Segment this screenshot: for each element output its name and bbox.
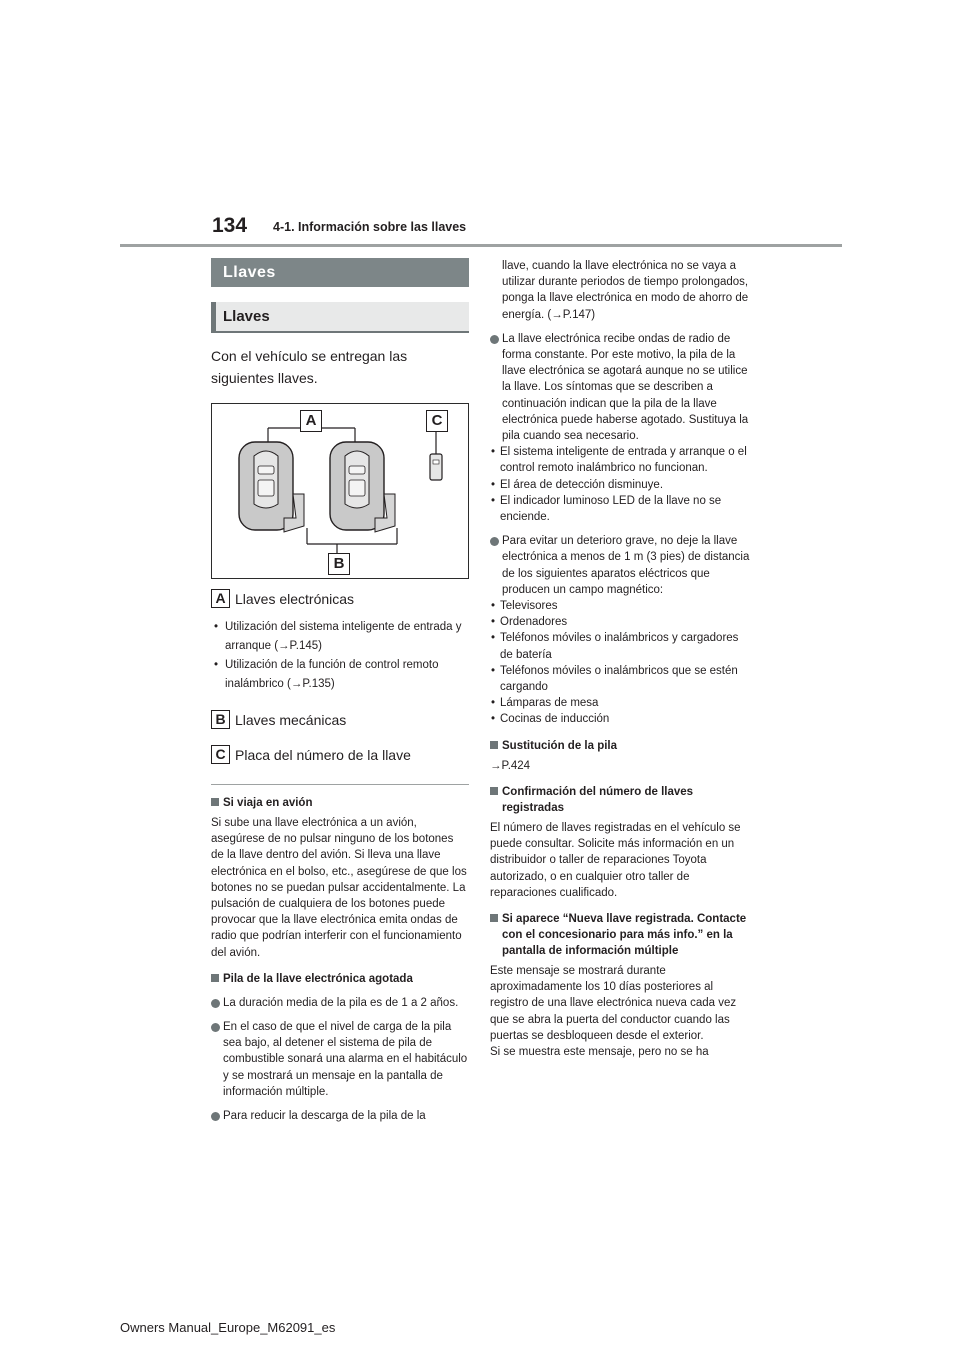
battery-point-3-continued: llave, cuando la llave electrónica no se vaya a utilizar durante periodos de tiempo prolongados, ponga la llave electrónica en modo de ahorro de energía. (→P.147) — [502, 260, 749, 321]
plane-text: Si sube una llave electrónica a un avión, asegúrese de no pulsar ninguno de los botones de la llave dentro del avión. Si lleva una llave electrónica en el bolso, etc., asegúrese de que los botones no se puedan pulsar accidentalmente. La pulsación de cualquiera de los botones puede provocar que la llave electrónica emita ondas de radio que podrían interferir con el funcionamiento del avión. — [211, 817, 467, 959]
legend-c-label: Placa del número de la llave — [235, 746, 411, 763]
radio-sub-1: • El sistema inteligente de entrada y arranque o el control remoto inalámbrico no funcionan. — [490, 444, 752, 476]
legend-a-label: Llaves electrónicas — [235, 590, 355, 607]
figure-label-a: A — [300, 410, 322, 432]
legend-a — [211, 589, 469, 608]
legend-b — [211, 710, 469, 729]
damage-sub-1: • Televisores — [490, 598, 752, 614]
subsection-title: Llaves — [211, 302, 469, 333]
left-column — [211, 258, 469, 1124]
battery-heading: Pila de la llave electrónica agotada — [211, 971, 469, 987]
legend-a-bullet-2: • Utilización de la función de control remoto inalámbrico (→P.135) — [211, 656, 469, 694]
message-text: Este mensaje se mostrará durante aproximadamente los 10 días posteriores al registro de una llave electrónica nueva cada vez que se abra la puerta del conductor cuando las puertas se desbloqueen desde el exterior. — [490, 964, 737, 1042]
legend-a-letter: A — [211, 589, 230, 608]
header-rule — [120, 244, 842, 247]
damage-sub-5: • Lámparas de mesa — [490, 695, 752, 711]
damage-sub-4: • Teléfonos móviles o inalámbricos que se estén cargando — [490, 663, 752, 695]
message-text-2: Si se muestra este mensaje, pero no se ha — [490, 1045, 709, 1058]
legend-b-letter: B — [211, 710, 230, 729]
radio-sub-3: • El indicador luminoso LED de la llave no se enciende. — [490, 493, 752, 525]
footer-text: Owners Manual_Europe_M62091_es — [120, 1320, 336, 1335]
section-title: Llaves — [211, 258, 469, 287]
replace-reference: →P.424 — [490, 759, 531, 772]
legend-a-bullet-1: • Utilización del sistema inteligente de entrada y arranque (→P.145) — [211, 618, 469, 656]
battery-point-1: La duración media de la pila es de 1 a 2 años. — [211, 995, 469, 1011]
keys-figure — [211, 403, 469, 579]
confirm-heading: Confirmación del número de llaves registradas — [490, 784, 752, 816]
right-column — [490, 258, 752, 1060]
radio-sub-2: • El área de detección disminuye. — [490, 477, 752, 493]
message-heading: Si aparece “Nueva llave registrada. Contacte con el concesionario para más info.” en la pantalla de información múltiple — [490, 911, 752, 959]
figure-label-b: B — [328, 553, 350, 575]
battery-point-2: En el caso de que el nivel de carga de la pila sea bajo, al detener el sistema de pila de combustible sonará una alarma en el habitáculo y se mostrará un mensaje en la pantalla de información múltiple. — [211, 1019, 469, 1100]
damage-point: Para evitar un deterioro grave, no deje la llave electrónica a menos de 1 m (3 pies) de distancia de los siguientes aparatos eléctricos que producen un campo magnético: — [490, 533, 752, 598]
legend-c-letter: C — [211, 745, 230, 764]
confirm-text: El número de llaves registradas en el vehículo se puede consultar. Solicite más información en un distribuidor o taller de reparaciones Toyota autorizado, o en cualquier otro taller de reparaciones cualificado. — [490, 821, 741, 899]
replace-heading: Sustitución de la pila — [490, 738, 752, 754]
intro-text: Con el vehículo se entregan las siguientes llaves. — [211, 348, 408, 386]
damage-sub-6: • Cocinas de inducción — [490, 711, 752, 727]
figure-label-c: C — [426, 410, 448, 432]
battery-point-3: Para reducir la descarga de la pila de la — [211, 1108, 469, 1124]
page-number: 134 — [212, 214, 248, 237]
legend-b-label: Llaves mecánicas — [235, 711, 347, 728]
chapter-title: 4-1. Información sobre las llaves — [273, 220, 467, 234]
plane-heading: Si viaja en avión — [211, 795, 469, 811]
damage-sub-2: • Ordenadores — [490, 614, 752, 630]
damage-sub-3: • Teléfonos móviles o inalámbricos y cargadores de batería — [490, 630, 752, 662]
legend-c — [211, 745, 469, 764]
radio-point: La llave electrónica recibe ondas de radio de forma constante. Por este motivo, la pila de la llave electrónica se agotará aunque no se utilice la llave. Los síntomas que se describen a continuación indican que la pila de la llave electrónica puede haberse agotado. Sustituya la pila cuando sea necesario. — [490, 331, 752, 444]
section-separator — [211, 784, 469, 785]
